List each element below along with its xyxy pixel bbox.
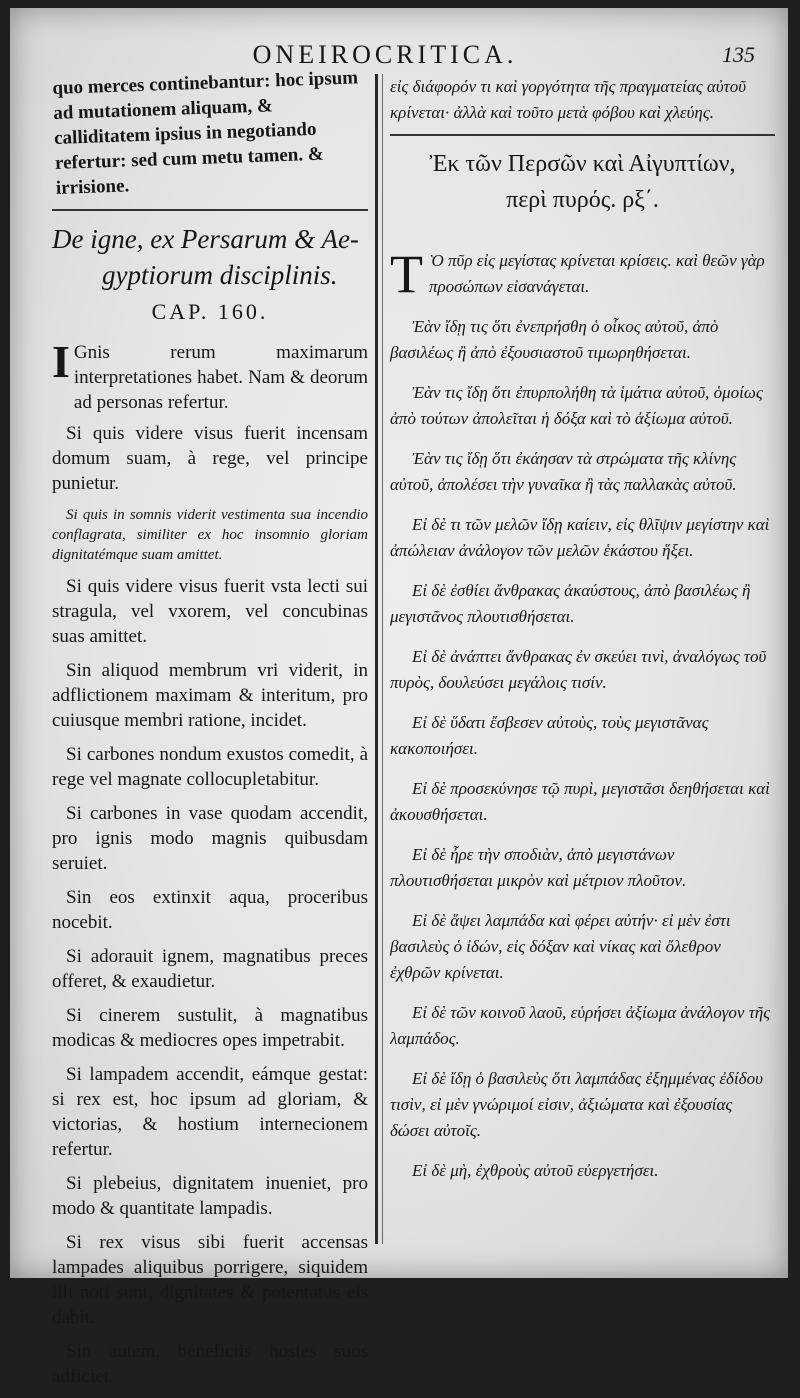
section-rule <box>390 134 775 136</box>
page-number: 135 <box>722 42 755 67</box>
latin-paragraph: Si rex visus sibi fuerit accensas lampades aliquibus porrigere, siquidem illi noti sunt, dignitates & potentatus eis dabit. <box>52 1232 368 1328</box>
latin-drop-cap: I <box>52 336 70 387</box>
greek-paragraph: Εἰ δὲ ἀνάπτει ἄνθρακας ἐν σκεύει τινὶ, ἀναλόγως τοῦ πυρὸς, δουλεύσει μεγάλοις τισίν. <box>390 647 767 692</box>
greek-chapter-title-line1: Ἐκ τῶν Περσῶν καὶ Αἰγυπτίων, <box>429 151 736 177</box>
greek-paragraph: Εἰ δὲ ἐσθίει ἄνθρακας ἀκαύστους, ἀπὸ βασιλέως ἢ μεγιστᾶνος πλουτισθήσεται. <box>390 581 751 626</box>
latin-continuation-text: quo merces continebantur: hoc ipsum ad mutationem aliquam, & calliditatem ipsius in negotiando refertur: sed cum metu tamen. & irrisione. <box>52 67 359 199</box>
greek-chapter-title-line2: περὶ πυρός. ρξ΄. <box>506 187 659 213</box>
book-page <box>10 8 788 1387</box>
latin-first-paragraph <box>52 336 368 421</box>
greek-paragraph: Ἐὰν τις ἴδῃ ὅτι ἐκάησαν τὰ στρώματα τῆς κλίνης αὐτοῦ, ἀπολέσει τὴν γυναῖκα ἢ τὰς παλλακὰς αὐτοῦ. <box>390 449 737 494</box>
latin-paragraph: Sin autem, beneficiis hostes suos adficiet. <box>52 1341 368 1387</box>
latin-paragraph: Si plebeius, dignitatem inueniet, pro modo & quantitate lampadis. <box>52 1173 368 1219</box>
greek-paragraph: Εἰ δὲ μὴ, ἐχθροὺς αὐτοῦ εὐεργετήσει. <box>412 1161 659 1180</box>
latin-column <box>52 67 368 1398</box>
latin-paragraph: Sin eos extinxit aqua, proceribus nocebit. <box>52 887 368 933</box>
latin-chapter-title <box>52 221 368 293</box>
latin-paragraph: Si adorauit ignem, magnatibus preces offeret, & exaudietur. <box>52 946 368 992</box>
latin-paragraph: Si lampadem accendit, eámque gestat: si rex est, hoc ipsum ad gloriam, & victorias, & hostium internecionem refertur. <box>52 1064 368 1160</box>
greek-paragraph: Εἰ δὲ τῶν κοινοῦ λαοῦ, εὑρήσει ἀξίωμα ἀνάλογον τῆς λαμπάδος. <box>390 1003 771 1048</box>
latin-paragraph: Si quis videre visus fuerit incensam domum suam, à rege, vel principe punietur. <box>52 423 368 494</box>
chapter-number: CAP. 160. <box>151 299 269 324</box>
greek-paragraph: Εἰ δὲ τι τῶν μελῶν ἴδῃ καίειν, εἰς θλῖψιν μεγίστην καὶ ἀπώλειαν ἀνάλογον τῶν μελῶν ἑκάστου ἥξει. <box>390 515 770 560</box>
section-rule <box>52 209 368 211</box>
latin-chapter-title-line2: gyptiorum disciplinis. <box>102 260 338 290</box>
latin-paragraph: Si quis in somnis viderit vestimenta sua incendio conflagrata, similiter ex hoc insomnio gloriam dignitatémque suam amittet. <box>52 507 368 563</box>
column-divider-thin <box>382 74 383 1244</box>
greek-paragraph: Εἰ δὲ ὕδατι ἔσβεσεν αὐτοὺς, τοὺς μεγιστᾶνας κακοποιήσει. <box>390 713 709 758</box>
greek-first-paragraph <box>390 244 775 304</box>
greek-column <box>390 74 775 1198</box>
greek-paragraph: Ἐὰν τις ἴδῃ ὅτι ἐπυρπολήθη τὰ ἱμάτια αὐτοῦ, ὁμοίως ἀπὸ τούτων ἀπολεῖται ἡ δόξα καὶ τὸ ἀξίωμα αὐτοῦ. <box>390 383 763 428</box>
greek-paragraph: Εἰ δὲ ἅψει λαμπάδα καὶ φέρει αὐτήν· εἰ μὲν ἐστι βασιλεὺς ὁ ἰδών, εἰς δόξαν καὶ νίκας καὶ ὄλεθρον ἐχθρῶν κρίνεται. <box>390 911 731 982</box>
latin-first-paragraph-text: Gnis rerum maximarum interpretationes habet. Nam & deorum ad personas refertur. <box>73 342 368 413</box>
greek-first-paragraph-text: Ὸ πῦρ εἰς μεγίστας κρίνεται κρίσεις. καὶ θεῶν γὰρ προσώπων εἰσανάγεται. <box>429 251 765 296</box>
greek-continuation-text: εἰς διάφορόν τι καὶ γοργότητα τῆς πραγματείας αὐτοῦ κρίνεται· ἀλλὰ καὶ τοῦτο μετὰ φόβου καὶ χλεύης. <box>390 77 747 122</box>
greek-paragraph: Ἐὰν ἴδῃ τις ὅτι ἐνεπρήσθη ὁ οἶκος αὐτοῦ, ἀπὸ βασιλέως ἢ ἀπὸ ἐξουσιαστοῦ τιμωρηθήσεται. <box>390 317 719 362</box>
latin-paragraph: Si carbones nondum exustos comedit, à rege vel magnate collocupletabitur. <box>52 744 368 790</box>
latin-paragraph: Si quis videre visus fuerit vsta lecti sui stragula, vel vxorem, vel concubinas suas amittet. <box>52 576 368 647</box>
latin-paragraph: Si cinerem sustulit, à magnatibus modicas & mediocres opes impetrabit. <box>52 1005 368 1051</box>
latin-chapter-title-line1: De igne, ex Persarum & Ae- <box>52 224 359 254</box>
running-header: ONEIROCRITICA. <box>252 40 518 69</box>
latin-paragraph: Si carbones in vase quodam accendit, pro ignis modo magnis quibusdam seruiet. <box>52 803 368 874</box>
greek-paragraph: Εἰ δὲ ἦρε τὴν σποδιὰν, ἀπὸ μεγιστάνων πλουτισθήσεται μικρὸν καὶ μέτριον πλοῦτον. <box>390 845 687 890</box>
greek-chapter-title <box>390 146 775 218</box>
greek-paragraph: Εἰ δὲ προσεκύνησε τῷ πυρὶ, μεγιστᾶσι δεηθήσεται καὶ ἀκουσθήσεται. <box>390 779 770 824</box>
greek-paragraph: Εἰ δὲ ἴδῃ ὁ βασιλεὺς ὅτι λαμπάδας ἐξημμένας ἐδίδου τισὶν, εἰ μὲν γνώριμοί εἰσιν, ἀξιώματα καὶ ἐξουσίας δώσει αὐτοῖς. <box>390 1069 763 1140</box>
greek-drop-cap: Τ <box>390 244 423 304</box>
latin-paragraph: Sin aliquod membrum vri viderit, in adflictionem maximam & interitum, pro cuiusque membri ratione, incidet. <box>52 660 368 731</box>
column-divider <box>375 74 378 1244</box>
